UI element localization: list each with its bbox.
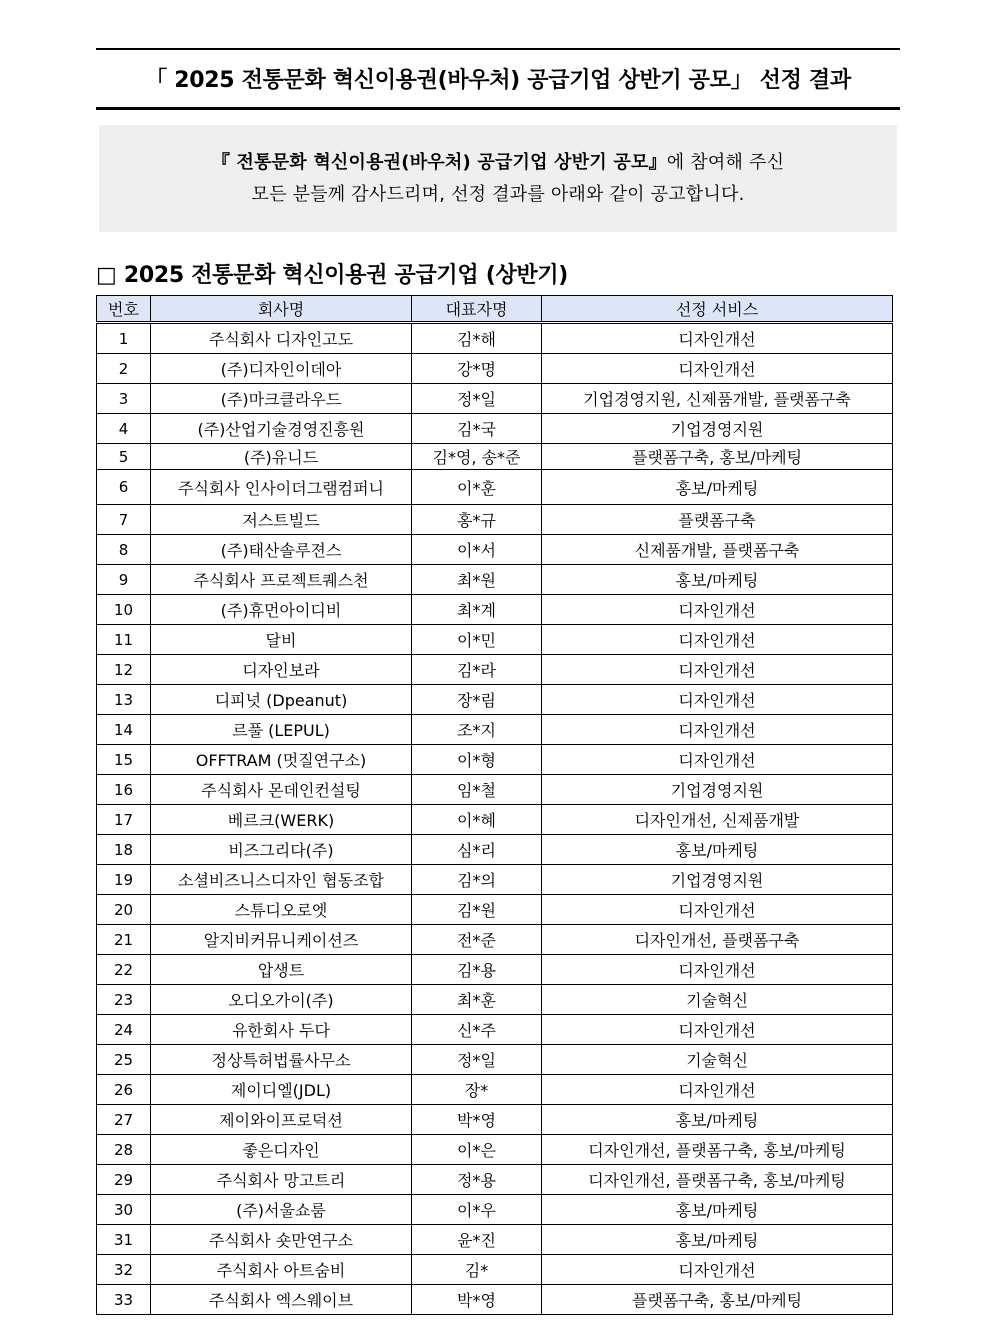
row-service: 홍보/마케팅 bbox=[542, 565, 893, 595]
row-service: 디자인개선 bbox=[542, 1075, 893, 1105]
row-number: 18 bbox=[97, 835, 151, 865]
table-row bbox=[97, 775, 893, 805]
table-row bbox=[97, 1135, 893, 1165]
document-title: 「 2025 전통문화 혁신이용권(바우처) 공급기업 상반기 공모」 선정 결과 bbox=[145, 68, 851, 93]
row-ceo: 신*주 bbox=[412, 1015, 542, 1045]
row-ceo: 김*의 bbox=[412, 865, 542, 895]
row-number: 31 bbox=[97, 1225, 151, 1255]
row-service: 기술혁신 bbox=[542, 985, 893, 1015]
table-row bbox=[97, 505, 893, 535]
row-ceo: 이*민 bbox=[412, 625, 542, 655]
table-row bbox=[97, 565, 893, 595]
row-ceo: 장*림 bbox=[412, 685, 542, 715]
table-row bbox=[97, 625, 893, 655]
table-row bbox=[97, 925, 893, 955]
row-company: 주식회사 아트숨비 bbox=[151, 1255, 412, 1285]
row-service: 플랫폼구축, 홍보/마케팅 bbox=[542, 444, 893, 470]
row-company: 디자인보라 bbox=[151, 655, 412, 685]
row-ceo: 김*영, 송*준 bbox=[412, 444, 542, 470]
intro-program-name: 『 전통문화 혁신이용권(바우처) 공급기업 상반기 공모』 bbox=[211, 151, 667, 173]
row-number: 21 bbox=[97, 925, 151, 955]
row-company: (주)디자인이데아 bbox=[151, 354, 412, 384]
row-ceo: 김*라 bbox=[412, 655, 542, 685]
row-company: (주)휴먼아이디비 bbox=[151, 595, 412, 625]
header-number: 번호 bbox=[97, 296, 151, 323]
row-number: 1 bbox=[97, 323, 151, 354]
table-row bbox=[97, 354, 893, 384]
row-service: 디자인개선 bbox=[542, 354, 893, 384]
intro-line-1-rest: 에 참여해 주신 bbox=[666, 151, 785, 173]
row-ceo: 정*일 bbox=[412, 1045, 542, 1075]
row-company: 제이디엘(JDL) bbox=[151, 1075, 412, 1105]
row-ceo: 장* bbox=[412, 1075, 542, 1105]
header-company: 회사명 bbox=[151, 296, 412, 323]
table-row bbox=[97, 470, 893, 505]
row-company: 주식회사 디자인고도 bbox=[151, 323, 412, 354]
row-service: 디자인개선 bbox=[542, 323, 893, 354]
row-company: 베르크(WERK) bbox=[151, 805, 412, 835]
table-row bbox=[97, 444, 893, 470]
row-number: 4 bbox=[97, 414, 151, 444]
row-service: 신제품개발, 플랫폼구축 bbox=[542, 535, 893, 565]
row-number: 32 bbox=[97, 1255, 151, 1285]
table-row bbox=[97, 985, 893, 1015]
row-service: 홍보/마케팅 bbox=[542, 1225, 893, 1255]
row-company: 스튜디오로엣 bbox=[151, 895, 412, 925]
row-number: 28 bbox=[97, 1135, 151, 1165]
row-company: (주)마크클라우드 bbox=[151, 384, 412, 414]
row-number: 7 bbox=[97, 505, 151, 535]
table-row bbox=[97, 384, 893, 414]
row-ceo: 정*용 bbox=[412, 1165, 542, 1195]
row-ceo: 박*영 bbox=[412, 1285, 542, 1315]
row-company: 주식회사 프로젝트퀘스천 bbox=[151, 565, 412, 595]
table-row bbox=[97, 805, 893, 835]
table-body bbox=[97, 323, 893, 1315]
row-company: 정상특허법률사무소 bbox=[151, 1045, 412, 1075]
row-service: 디자인개선 bbox=[542, 685, 893, 715]
row-service: 디자인개선 bbox=[542, 745, 893, 775]
selection-results-table bbox=[96, 295, 893, 1315]
row-company: (주)산업기술경영진흥원 bbox=[151, 414, 412, 444]
row-service: 기업경영지원 bbox=[542, 414, 893, 444]
row-service: 플랫폼구축 bbox=[542, 505, 893, 535]
row-service: 디자인개선, 플랫폼구축 bbox=[542, 925, 893, 955]
row-number: 8 bbox=[97, 535, 151, 565]
table-row bbox=[97, 1075, 893, 1105]
row-ceo: 홍*규 bbox=[412, 505, 542, 535]
row-number: 26 bbox=[97, 1075, 151, 1105]
table-row bbox=[97, 1165, 893, 1195]
row-number: 24 bbox=[97, 1015, 151, 1045]
table-row bbox=[97, 1045, 893, 1075]
row-ceo: 이*혜 bbox=[412, 805, 542, 835]
row-ceo: 박*영 bbox=[412, 1105, 542, 1135]
row-ceo: 김*해 bbox=[412, 323, 542, 354]
row-service: 디자인개선, 플랫폼구축, 홍보/마케팅 bbox=[542, 1135, 893, 1165]
row-number: 12 bbox=[97, 655, 151, 685]
row-ceo: 조*지 bbox=[412, 715, 542, 745]
header-service: 선정 서비스 bbox=[542, 296, 893, 323]
row-service: 디자인개선, 플랫폼구축, 홍보/마케팅 bbox=[542, 1165, 893, 1195]
table-row bbox=[97, 865, 893, 895]
row-company: 디피넛 (Dpeanut) bbox=[151, 685, 412, 715]
row-service: 홍보/마케팅 bbox=[542, 1105, 893, 1135]
row-ceo: 김*용 bbox=[412, 955, 542, 985]
row-ceo: 심*리 bbox=[412, 835, 542, 865]
row-number: 25 bbox=[97, 1045, 151, 1075]
table-row bbox=[97, 1105, 893, 1135]
row-ceo: 임*철 bbox=[412, 775, 542, 805]
row-service: 기술혁신 bbox=[542, 1045, 893, 1075]
row-number: 20 bbox=[97, 895, 151, 925]
row-ceo: 김*국 bbox=[412, 414, 542, 444]
row-company: (주)유니드 bbox=[151, 444, 412, 470]
row-company: 저스트빌드 bbox=[151, 505, 412, 535]
row-number: 30 bbox=[97, 1195, 151, 1225]
header-ceo: 대표자명 bbox=[412, 296, 542, 323]
row-company: (주)서울쇼룸 bbox=[151, 1195, 412, 1225]
row-ceo: 이*훈 bbox=[412, 470, 542, 505]
row-company: 주식회사 엑스웨이브 bbox=[151, 1285, 412, 1315]
intro-box bbox=[99, 125, 897, 232]
row-company: 소셜비즈니스디자인 협동조합 bbox=[151, 865, 412, 895]
row-ceo: 전*준 bbox=[412, 925, 542, 955]
row-number: 33 bbox=[97, 1285, 151, 1315]
table-row bbox=[97, 1285, 893, 1315]
document-title-box bbox=[96, 48, 900, 110]
row-number: 29 bbox=[97, 1165, 151, 1195]
table-row bbox=[97, 745, 893, 775]
row-ceo: 이*우 bbox=[412, 1195, 542, 1225]
row-company: 오디오가이(주) bbox=[151, 985, 412, 1015]
row-number: 6 bbox=[97, 470, 151, 505]
row-service: 기업경영지원, 신제품개발, 플랫폼구축 bbox=[542, 384, 893, 414]
row-service: 디자인개선, 신제품개발 bbox=[542, 805, 893, 835]
table-row bbox=[97, 1015, 893, 1045]
row-service: 기업경영지원 bbox=[542, 775, 893, 805]
row-company: 유한회사 두다 bbox=[151, 1015, 412, 1045]
row-service: 디자인개선 bbox=[542, 895, 893, 925]
row-company: 압생트 bbox=[151, 955, 412, 985]
row-company: 주식회사 망고트리 bbox=[151, 1165, 412, 1195]
row-ceo: 최*원 bbox=[412, 565, 542, 595]
row-number: 9 bbox=[97, 565, 151, 595]
row-number: 15 bbox=[97, 745, 151, 775]
row-ceo: 최*훈 bbox=[412, 985, 542, 1015]
row-number: 11 bbox=[97, 625, 151, 655]
table-row bbox=[97, 835, 893, 865]
row-company: OFFTRAM (멋질연구소) bbox=[151, 745, 412, 775]
row-number: 14 bbox=[97, 715, 151, 745]
table-row bbox=[97, 1255, 893, 1285]
intro-line-2: 모든 분들께 감사드리며, 선정 결과를 아래와 같이 공고합니다. bbox=[251, 183, 745, 205]
row-company: 주식회사 인사이더그램컴퍼니 bbox=[151, 470, 412, 505]
table-row bbox=[97, 895, 893, 925]
row-number: 22 bbox=[97, 955, 151, 985]
row-number: 23 bbox=[97, 985, 151, 1015]
table-row bbox=[97, 715, 893, 745]
row-service: 플랫폼구축, 홍보/마케팅 bbox=[542, 1285, 893, 1315]
row-service: 홍보/마케팅 bbox=[542, 1195, 893, 1225]
table-header-row bbox=[97, 296, 893, 323]
table-row bbox=[97, 955, 893, 985]
row-service: 디자인개선 bbox=[542, 595, 893, 625]
row-number: 16 bbox=[97, 775, 151, 805]
table-row bbox=[97, 535, 893, 565]
row-service: 디자인개선 bbox=[542, 625, 893, 655]
row-company: 달비 bbox=[151, 625, 412, 655]
row-company: 알지비커뮤니케이션즈 bbox=[151, 925, 412, 955]
table-row bbox=[97, 685, 893, 715]
row-ceo: 윤*진 bbox=[412, 1225, 542, 1255]
intro-line-1 bbox=[212, 147, 784, 179]
row-ceo: 이*형 bbox=[412, 745, 542, 775]
row-service: 기업경영지원 bbox=[542, 865, 893, 895]
row-company: 좋은디자인 bbox=[151, 1135, 412, 1165]
row-ceo: 이*서 bbox=[412, 535, 542, 565]
row-number: 10 bbox=[97, 595, 151, 625]
row-ceo: 김* bbox=[412, 1255, 542, 1285]
table-row bbox=[97, 323, 893, 354]
row-ceo: 김*원 bbox=[412, 895, 542, 925]
row-service: 디자인개선 bbox=[542, 1255, 893, 1285]
row-number: 19 bbox=[97, 865, 151, 895]
table-row bbox=[97, 1225, 893, 1255]
row-service: 홍보/마케팅 bbox=[542, 835, 893, 865]
row-service: 디자인개선 bbox=[542, 655, 893, 685]
row-number: 3 bbox=[97, 384, 151, 414]
table-row bbox=[97, 595, 893, 625]
row-company: 비즈그리다(주) bbox=[151, 835, 412, 865]
row-ceo: 정*일 bbox=[412, 384, 542, 414]
row-company: (주)태산솔루젼스 bbox=[151, 535, 412, 565]
table-row bbox=[97, 414, 893, 444]
row-service: 홍보/마케팅 bbox=[542, 470, 893, 505]
row-number: 5 bbox=[97, 444, 151, 470]
row-company: 주식회사 몬데인컨설팅 bbox=[151, 775, 412, 805]
row-company: 르풀 (LEPUL) bbox=[151, 715, 412, 745]
row-number: 2 bbox=[97, 354, 151, 384]
row-ceo: 최*계 bbox=[412, 595, 542, 625]
row-service: 디자인개선 bbox=[542, 955, 893, 985]
row-service: 디자인개선 bbox=[542, 1015, 893, 1045]
table-row bbox=[97, 1195, 893, 1225]
row-ceo: 강*명 bbox=[412, 354, 542, 384]
row-number: 17 bbox=[97, 805, 151, 835]
table-row bbox=[97, 655, 893, 685]
row-company: 제이와이프로덕션 bbox=[151, 1105, 412, 1135]
row-ceo: 이*은 bbox=[412, 1135, 542, 1165]
section-heading: □ 2025 전통문화 혁신이용권 공급기업 (상반기) bbox=[96, 263, 569, 288]
row-number: 13 bbox=[97, 685, 151, 715]
row-service: 디자인개선 bbox=[542, 715, 893, 745]
row-number: 27 bbox=[97, 1105, 151, 1135]
row-company: 주식회사 숏만연구소 bbox=[151, 1225, 412, 1255]
